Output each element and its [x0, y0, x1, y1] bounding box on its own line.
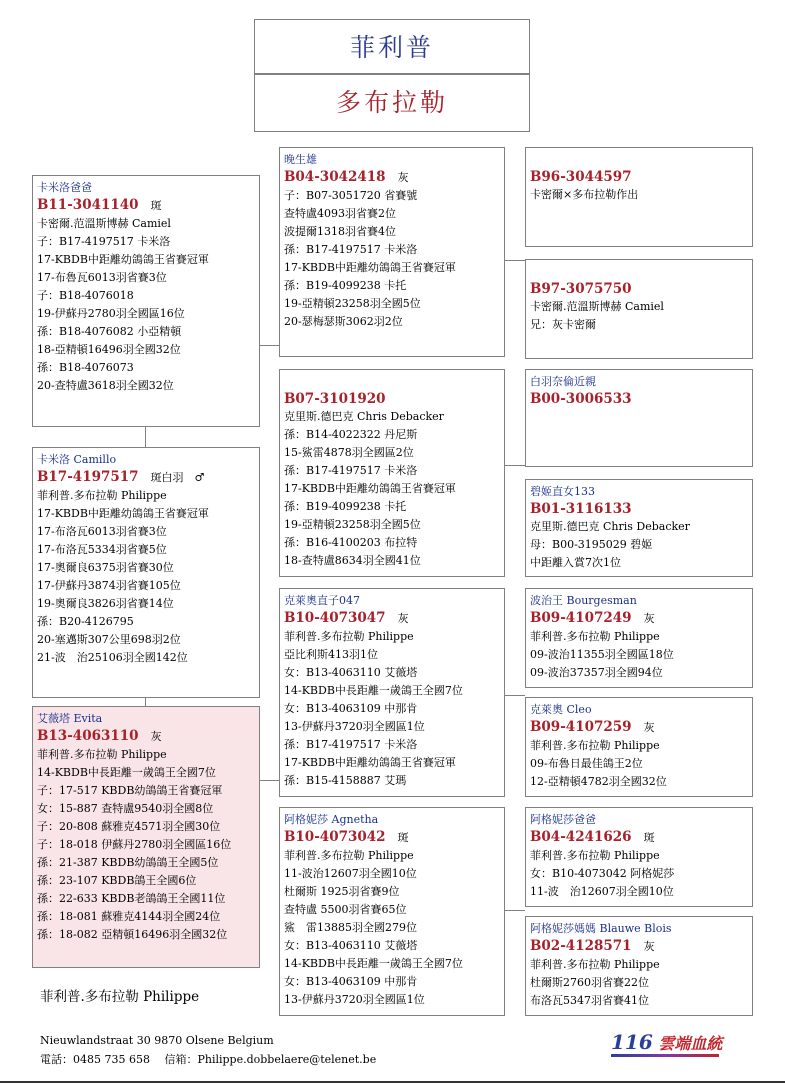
- connector-line: [505, 910, 525, 911]
- connector-line: [145, 427, 146, 447]
- connector-line: [260, 780, 280, 781]
- pedigree-box-gen4-4: [525, 479, 753, 577]
- record-line: 克里斯.德巴克 Chris Debacker: [530, 520, 690, 533]
- pedigree-box-gen4-3: [525, 369, 753, 467]
- record-line: 子：B07-3051720 省賽號: [284, 189, 418, 202]
- record-line: 孫：B16-4100203 布拉特: [284, 536, 418, 549]
- pedigree-box-gen4-2: [525, 259, 753, 359]
- record-line: 杜爾斯2760羽省賽22位: [530, 976, 649, 989]
- bird-name: 碧姬直女133: [530, 485, 595, 498]
- ring-number: [530, 718, 748, 737]
- brand-logo: [611, 1030, 722, 1054]
- color-tag: 斑: [643, 831, 655, 844]
- record-line: 17-KBDB中距離幼鴿鴿王省賽冠軍: [284, 756, 456, 769]
- bird-name: 阿格妮莎媽媽 Blauwe Blois: [530, 922, 672, 935]
- record-line: 17-KBDB中距離幼鴿鴿王省賽冠軍: [284, 482, 456, 495]
- record-line: 菲利普.多布拉勒 Philippe: [530, 849, 660, 862]
- record-line: 14-KBDB中長距離一歲鴿王全國7位: [284, 684, 463, 697]
- record-line: 中距離入賞7次1位: [530, 556, 621, 569]
- record-line: 卡密爾.范溫斯博赫 Camiel: [37, 217, 171, 230]
- ring-number: [37, 727, 255, 746]
- ring-number-text: B10-4073042: [284, 829, 386, 845]
- record-line: 17-KBDB中距離幼鴿鴿王省賽冠軍: [37, 253, 209, 266]
- bird-name: [284, 373, 500, 390]
- color-tag: 斑: [397, 831, 409, 844]
- record-line: 菲利普.多布拉勒 Philippe: [530, 739, 660, 752]
- pedigree-box-gen4-5: [525, 588, 753, 688]
- record-line: 鯊 雷13885羽全國279位: [284, 921, 417, 934]
- breeder-contact: 電話：0485 735 658 信箱：Philippe.dobbelaere@telenet.be: [40, 1053, 377, 1066]
- record-line: 卡密爾×多布拉勒作出: [530, 188, 639, 201]
- record-line: 菲利普.多布拉勒 Philippe: [37, 489, 167, 502]
- logo-number: 116: [611, 1030, 653, 1054]
- record-line: 17-布洛瓦5334羽省賽5位: [37, 543, 167, 556]
- bird-name: 阿格妮莎 Agnetha: [284, 813, 379, 826]
- ring-number: B00-3006533: [530, 391, 632, 407]
- ring-number: [284, 828, 500, 847]
- record-line: 20-瑟梅瑟斯3062羽2位: [284, 315, 403, 328]
- record-line: 杜爾斯 1925羽省賽9位: [284, 885, 400, 898]
- record-line: 查特盧 5500羽省賽65位: [284, 903, 407, 916]
- record-line: 09-波治37357羽全國94位: [530, 666, 663, 679]
- ring-number-text: B13-4063110: [37, 728, 139, 744]
- breeder-address: Nieuwlandstraat 30 9870 Olsene Belgium: [40, 1034, 274, 1047]
- record-line: 子：20-808 蘇雅克4571羽全國30位: [37, 820, 221, 833]
- bird-name: 波治王 Bourgesman: [530, 594, 637, 607]
- ring-number: B01-3116133: [530, 501, 632, 517]
- color-tag: 灰: [397, 612, 409, 625]
- ring-number: [284, 168, 500, 187]
- record-line: 17-布洛瓦6013羽省賽3位: [37, 525, 167, 538]
- record-line: 18-查特盧8634羽全國41位: [284, 554, 421, 567]
- record-line: 13-伊蘇丹3720羽全國區1位: [284, 720, 425, 733]
- pedigree-box-sire-sire-dam: [279, 369, 505, 577]
- record-line: 女：B13-4063109 中那肯: [284, 975, 418, 988]
- record-line: 孫：B19-4099238 卡托: [284, 279, 407, 292]
- record-line: 孫：22-633 KBDB老鴿鴿王全國11位: [37, 892, 226, 905]
- color-tag: 斑白羽 ♂: [150, 471, 205, 484]
- ring-number: B97-3075750: [530, 281, 632, 297]
- pedigree-box-sire-sire-sire: [279, 147, 505, 357]
- ring-number: [530, 828, 748, 847]
- logo-underline: [611, 1054, 719, 1057]
- record-line: 21-波 治25106羽全國142位: [37, 651, 188, 664]
- bird-name: 晚生雄: [284, 153, 317, 166]
- ring-number-text: B10-4073047: [284, 610, 386, 626]
- record-line: 13-伊蘇丹3720羽全國區1位: [284, 993, 425, 1006]
- record-line: 11-波治12607羽全國10位: [284, 867, 417, 880]
- breeder-name: 菲利普.多布拉勒 Philippe: [40, 989, 200, 1005]
- record-line: 孫：B18-4076073: [37, 361, 134, 374]
- record-line: 19-伊蘇丹2780羽全國區16位: [37, 307, 185, 320]
- record-line: 14-KBDB中長距離一歲鴿王全國7位: [284, 957, 463, 970]
- ring-number: [284, 390, 500, 408]
- ring-number: [530, 609, 748, 628]
- pedigree-box-dam: [32, 706, 260, 968]
- record-line: 19-亞精頓23258羽全國5位: [284, 518, 421, 531]
- record-line: 菲利普.多布拉勒 Philippe: [284, 630, 414, 643]
- connector-line: [260, 345, 280, 346]
- record-line: 查特盧4093羽省賽2位: [284, 207, 396, 220]
- record-line: 18-亞精頓16496羽全國32位: [37, 343, 181, 356]
- record-line: 11-波 治12607羽全國10位: [530, 885, 674, 898]
- record-line: 15-鯊雷4878羽全國區2位: [284, 446, 414, 459]
- color-tag: 斑: [150, 199, 162, 212]
- pedigree-box-dam-sire: [279, 588, 505, 797]
- owner-name-top: 菲利普: [254, 19, 530, 74]
- ring-number: [530, 937, 748, 956]
- record-line: 19-奧爾良3826羽省賽14位: [37, 597, 174, 610]
- record-line: 12-亞精頓4782羽全國32位: [530, 775, 667, 788]
- record-line: 卡密爾.范溫斯博赫 Camiel: [530, 300, 664, 313]
- ring-number-text: B09-4107249: [530, 610, 632, 626]
- record-line: 布洛瓦5347羽省賽41位: [530, 994, 649, 1007]
- record-line: 09-布魯日最佳鴿王2位: [530, 757, 643, 770]
- record-line: 子：B17-4197517 卡米洛: [37, 235, 171, 248]
- record-line: 孫：B19-4099238 卡托: [284, 500, 407, 513]
- record-line: 女：B13-4063110 艾薇塔: [284, 939, 418, 952]
- record-line: 孫：21-387 KBDB幼鴿鴿王全國5位: [37, 856, 219, 869]
- record-line: 亞比利斯413羽1位: [284, 648, 378, 661]
- color-tag: 灰: [643, 612, 655, 625]
- record-line: 克里斯.德巴克 Chris Debacker: [284, 410, 444, 423]
- record-line: 子：B18-4076018: [37, 289, 134, 302]
- connector-line: [145, 698, 146, 706]
- record-line: 母：B00-3195029 碧姬: [530, 538, 653, 551]
- pedigree-box-dam-dam: [279, 807, 505, 1016]
- owner-name-bottom: 多布拉勒: [254, 74, 530, 132]
- record-line: 女：15-887 查特盧9540羽全國8位: [37, 802, 214, 815]
- record-line: 菲利普.多布拉勒 Philippe: [37, 748, 167, 761]
- logo-text: 雲端血統: [658, 1034, 723, 1053]
- connector-line: [505, 695, 525, 696]
- pedigree-box-gen4-7: [525, 807, 753, 907]
- record-line: 17-伊蘇丹3874羽省賽105位: [37, 579, 181, 592]
- ring-number: [37, 468, 255, 487]
- record-line: 孫：B17-4197517 卡米洛: [284, 464, 418, 477]
- record-line: 女：B13-4063110 艾薇塔: [284, 666, 418, 679]
- ring-number-text: B07-3101920: [284, 391, 386, 407]
- ring-number: [284, 609, 500, 628]
- record-line: 14-KBDB中長距離一歲鴿王全國7位: [37, 766, 216, 779]
- ring-number-text: B11-3041140: [37, 197, 139, 213]
- color-tag: 灰: [397, 171, 409, 184]
- bottom-divider: [0, 1081, 785, 1083]
- bird-name: 卡米洛 Camillo: [37, 453, 117, 466]
- record-line: 17-布魯瓦6013羽省賽3位: [37, 271, 167, 284]
- ring-number-text: B04-3042418: [284, 169, 386, 185]
- record-line: 17-KBDB中距離幼鴿鴿王省賽冠軍: [284, 261, 456, 274]
- record-line: 孫：23-107 KBDB鴿王全國6位: [37, 874, 197, 887]
- record-line: 菲利普.多布拉勒 Philippe: [530, 958, 660, 971]
- connector-line: [505, 260, 525, 261]
- record-line: 孫：B14-4022322 丹尼斯: [284, 428, 418, 441]
- pedigree-box-gen4-1: [525, 147, 753, 247]
- record-line: 女：B13-4063109 中那肯: [284, 702, 418, 715]
- color-tag: 灰: [150, 730, 162, 743]
- record-line: 波提爾1318羽省賽4位: [284, 225, 396, 238]
- record-line: 子：18-018 伊蘇丹2780羽全國區16位: [37, 838, 232, 851]
- record-line: 09-波治11355羽全國區18位: [530, 648, 674, 661]
- ring-number-text: B02-4128571: [530, 938, 632, 954]
- record-line: 女：B10-4073042 阿格妮莎: [530, 867, 675, 880]
- ring-number-text: B17-4197517: [37, 469, 139, 485]
- pedigree-box-sire-sire: [32, 175, 260, 427]
- record-line: 17-KBDB中距離幼鴿鴿王省賽冠軍: [37, 507, 209, 520]
- record-line: 孫：18-082 亞精頓16496羽全國32位: [37, 928, 228, 941]
- ring-number: B96-3044597: [530, 169, 632, 185]
- record-line: 17-奧爾良6375羽省賽30位: [37, 561, 174, 574]
- record-line: 19-亞精頓23258羽全國5位: [284, 297, 421, 310]
- color-tag: 灰: [643, 721, 655, 734]
- record-line: 孫：B15-4158887 艾瑪: [284, 774, 407, 787]
- bird-name: 卡米洛爸爸: [37, 181, 92, 194]
- record-line: 孫：18-081 蘇雅克4144羽全國24位: [37, 910, 221, 923]
- bird-name: 艾薇塔 Evita: [37, 712, 103, 725]
- bird-name: 克萊奧 Cleo: [530, 703, 592, 716]
- color-tag: 灰: [643, 940, 655, 953]
- record-line: 20-查特盧3618羽全國32位: [37, 379, 174, 392]
- ring-number-text: B04-4241626: [530, 829, 632, 845]
- record-line: 子：17-517 KBDB幼鴿鴿王省賽冠軍: [37, 784, 223, 797]
- record-line: 孫：B20-4126795: [37, 615, 134, 628]
- ring-number: [37, 196, 255, 215]
- pedigree-box-gen4-6: [525, 697, 753, 797]
- record-line: 菲利普.多布拉勒 Philippe: [284, 849, 414, 862]
- bird-name: 白羽奈倫近親: [530, 375, 596, 388]
- ring-number-text: B09-4107259: [530, 719, 632, 735]
- record-line: 孫：B18-4076082 小亞精頓: [37, 325, 182, 338]
- pedigree-box-gen4-8: [525, 916, 753, 1016]
- pedigree-box-sire: [32, 447, 260, 698]
- record-line: 20-塞邁斯307公里698羽2位: [37, 633, 181, 646]
- record-line: 孫：B17-4197517 卡米洛: [284, 738, 418, 751]
- record-line: 孫：B17-4197517 卡米洛: [284, 243, 418, 256]
- bird-name: 克萊奧直子047: [284, 594, 360, 607]
- record-line: 兄：灰卡密爾: [530, 318, 596, 331]
- bird-name: 阿格妮莎爸爸: [530, 813, 596, 826]
- connector-line: [505, 465, 525, 466]
- record-line: 菲利普.多布拉勒 Philippe: [530, 630, 660, 643]
